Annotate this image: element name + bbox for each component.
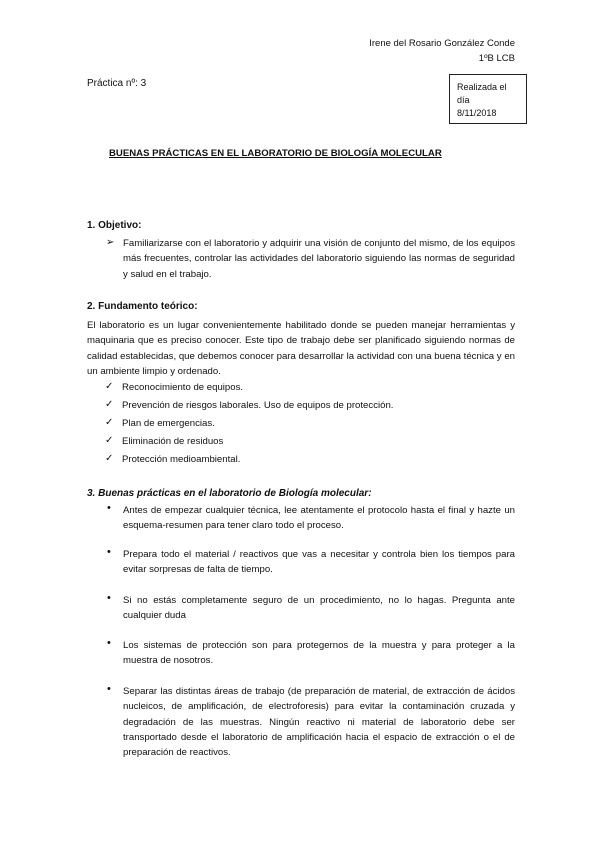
- date-box-label: Realizada el día: [457, 82, 507, 105]
- bullet-icon: •: [107, 592, 111, 604]
- check-icon: ✓: [105, 417, 114, 428]
- check-icon: ✓: [105, 399, 114, 410]
- list-item: Prevención de riesgos laborales. Uso de equipos de protección.: [122, 400, 394, 411]
- bullet-icon: •: [107, 683, 111, 695]
- list-item: Protección medioambiental.: [122, 454, 241, 465]
- fundamento-text: El laboratorio es un lugar convenientemente habilitado donde se pueden manejar herramientas y maquinaria que es preciso conocer. Este tipo de trabajo debe ser planificado siguiendo normas de calidad establecidas, que debemos conocer para desarrollar la actividad con una buena técnica y en un ambiente limpio y ordenado.: [87, 320, 515, 377]
- check-icon: ✓: [105, 435, 114, 446]
- practice-number: Práctica nº: 3: [87, 78, 147, 89]
- arrow-bullet-icon: ➢: [106, 237, 115, 248]
- document-title: BUENAS PRÁCTICAS EN EL LABORATORIO DE BIOLOGÍA MOLECULAR: [109, 148, 442, 159]
- list-item: Reconocimiento de equipos.: [122, 382, 244, 393]
- check-icon: ✓: [105, 381, 114, 392]
- author-block: [369, 36, 515, 66]
- list-item: Eliminación de residuos: [122, 436, 224, 447]
- bullet-icon: •: [107, 637, 111, 649]
- list-item: Separar las distintas áreas de trabajo (de preparación de material, de extracción de ácidos nucleicos, de amplificación, de electroforesis) para evitar la contaminación cruzada y degradación de las muestras. Ningún reactivo ni material de laboratorio debe ser transportado desde el laboratorio de amplificación hacia el espacio de extracción o el de preparación de reactivos.: [123, 686, 515, 759]
- objetivo-text: Familiarizarse con el laboratorio y adquirir una visión de conjunto del mismo, de los equipos más frecuentes, controlar las actividades del laboratorio siguiendo las normas de seguridad y salud en el trabajo.: [123, 238, 515, 280]
- course-label: 1ºB LCB: [478, 53, 515, 64]
- bullet-icon: •: [107, 546, 111, 558]
- section-fundamento-heading: 2. Fundamento teórico:: [87, 301, 198, 312]
- bullet-icon: •: [107, 502, 111, 514]
- author-name: Irene del Rosario González Conde: [369, 38, 515, 49]
- list-item: Antes de empezar cualquier técnica, lee atentamente el protocolo hasta el final y hazte un esquema-resumen para tener claro todo el proceso.: [123, 505, 515, 532]
- list-item: Los sistemas de protección son para protegernos de la muestra y para proteger a la muestra de nosotros.: [123, 640, 515, 667]
- check-icon: ✓: [105, 453, 114, 464]
- date-box: [449, 74, 527, 124]
- list-item: Plan de emergencias.: [122, 418, 215, 429]
- list-item: Prepara todo el material / reactivos que vas a necesitar y controla bien los tiempos para evitar sorpresas de falta de tiempo.: [123, 549, 515, 576]
- date-box-date: 8/11/2018: [457, 108, 497, 118]
- list-item: Si no estás completamente seguro de un procedimiento, no lo hagas. Pregunta ante cualquier duda: [123, 595, 515, 622]
- section-objetivo-heading: 1. Objetivo:: [87, 220, 142, 231]
- section-buenas-practicas-heading: 3. Buenas prácticas en el laboratorio de Biología molecular:: [87, 488, 372, 499]
